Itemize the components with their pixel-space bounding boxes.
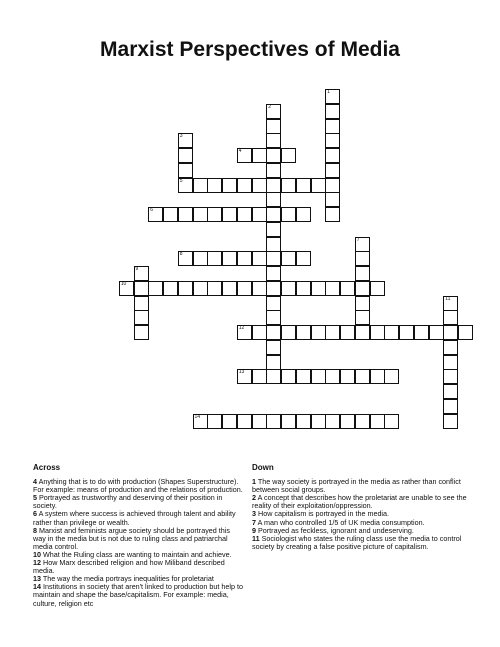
clue-text: Sociologist who states the ruling class use the media to control society by creating a false positive picture of capitalism. — [252, 533, 462, 551]
grid-cell[interactable] — [281, 148, 296, 163]
grid-cell[interactable] — [325, 133, 340, 148]
cell-number: 2 — [268, 103, 272, 110]
grid-cell[interactable] — [266, 104, 281, 119]
page-title: Marxist Perspectives of Media — [100, 38, 400, 61]
grid-cell[interactable] — [134, 296, 149, 311]
cell-number: 9 — [135, 266, 139, 272]
cell-number: 4 — [238, 148, 242, 154]
across-clue — [33, 478, 243, 494]
grid-cell[interactable] — [370, 325, 385, 340]
down-clue — [252, 478, 467, 494]
grid-cell[interactable] — [266, 266, 281, 281]
clue-number: 5 — [33, 493, 37, 503]
grid-cell[interactable] — [266, 222, 281, 237]
grid-cell[interactable] — [281, 414, 296, 429]
cell-number: 8 — [179, 251, 183, 258]
clue-number: 6 — [33, 509, 37, 519]
grid-cell[interactable] — [399, 325, 414, 340]
grid-cell[interactable] — [325, 192, 340, 207]
grid-cell[interactable] — [340, 325, 355, 340]
clue-number: 12 — [33, 558, 41, 568]
grid-cell[interactable] — [193, 178, 208, 193]
grid-cell[interactable] — [266, 163, 281, 178]
grid-cell[interactable] — [266, 296, 281, 311]
grid-cell[interactable] — [281, 325, 296, 340]
grid-cell[interactable] — [325, 325, 340, 340]
grid-cell[interactable] — [296, 178, 311, 193]
grid-cell[interactable] — [266, 207, 281, 222]
grid-cell[interactable] — [222, 178, 237, 193]
down-clue-list — [252, 478, 467, 551]
grid-cell[interactable] — [355, 310, 370, 325]
grid-cell[interactable] — [266, 133, 281, 148]
grid-cell[interactable] — [252, 369, 267, 384]
grid-cell[interactable] — [266, 369, 281, 384]
grid-cell[interactable] — [178, 163, 193, 178]
grid-cell[interactable] — [296, 207, 311, 222]
grid-cell[interactable] — [266, 148, 281, 163]
grid-cell[interactable] — [325, 148, 340, 163]
grid-cell[interactable] — [207, 281, 222, 296]
grid-cell[interactable] — [252, 281, 267, 296]
grid-cell[interactable] — [443, 384, 458, 399]
grid-cell[interactable] — [237, 281, 252, 296]
grid-cell[interactable] — [414, 325, 429, 340]
clue-text: A concept that describes how the proletariat are unable to see the reality of their exploitation/oppression. — [252, 493, 467, 511]
grid-cell[interactable] — [178, 251, 193, 266]
clue-text: Marxist and feminists argue society should be portrayed this way in the media but is not due to ruling class and patriarchal media control. — [33, 525, 230, 551]
cell-number: 5 — [179, 177, 183, 184]
grid-cell[interactable] — [311, 414, 326, 429]
grid-cell[interactable] — [340, 369, 355, 384]
clue-text: The way society is portrayed in the media as rather than conflict between social groups. — [252, 477, 461, 495]
grid-cell[interactable] — [193, 281, 208, 296]
grid-cell[interactable] — [340, 414, 355, 429]
grid-cell[interactable] — [325, 414, 340, 429]
grid-cell[interactable] — [222, 207, 237, 222]
grid-cell[interactable] — [296, 369, 311, 384]
grid-cell[interactable] — [237, 325, 252, 340]
grid-cell[interactable] — [207, 207, 222, 222]
clue-text: A man who controlled 1/5 of UK media consumption. — [257, 517, 425, 527]
grid-cell[interactable] — [325, 178, 340, 193]
grid-cell[interactable] — [443, 310, 458, 325]
grid-cell[interactable] — [325, 119, 340, 134]
grid-cell[interactable] — [252, 414, 267, 429]
grid-cell[interactable] — [252, 148, 267, 163]
grid-cell[interactable] — [266, 310, 281, 325]
across-clue — [33, 494, 243, 510]
grid-cell[interactable] — [281, 281, 296, 296]
cell-number: 10 — [120, 280, 127, 287]
grid-cell[interactable] — [148, 281, 163, 296]
grid-cell[interactable] — [266, 325, 281, 340]
grid-cell[interactable] — [252, 178, 267, 193]
grid-cell[interactable] — [193, 207, 208, 222]
grid-cell[interactable] — [325, 163, 340, 178]
grid-cell[interactable] — [222, 281, 237, 296]
grid-cell[interactable] — [222, 414, 237, 429]
cell-number: 14 — [194, 413, 201, 420]
down-clues — [252, 464, 467, 551]
grid-cell[interactable] — [252, 325, 267, 340]
grid-cell[interactable] — [252, 251, 267, 266]
clue-number: 4 — [33, 477, 37, 487]
grid-cell[interactable] — [178, 178, 193, 193]
grid-cell[interactable] — [193, 251, 208, 266]
grid-cell[interactable] — [281, 251, 296, 266]
clue-text: The way the media portrays inequalities for proletariat — [42, 574, 214, 584]
grid-cell[interactable] — [325, 281, 340, 296]
grid-cell[interactable] — [370, 414, 385, 429]
clue-number: 9 — [252, 525, 256, 535]
grid-cell[interactable] — [311, 178, 326, 193]
across-clue — [33, 583, 243, 607]
clue-text: What the Ruling class are wanting to maintain and achieve. — [43, 549, 232, 559]
grid-cell[interactable] — [266, 355, 281, 370]
grid-cell[interactable] — [134, 266, 149, 281]
clue-text: How capitalism is portrayed in the media. — [258, 509, 390, 519]
across-clue — [33, 510, 243, 526]
grid-cell[interactable] — [311, 281, 326, 296]
grid-cell[interactable] — [311, 369, 326, 384]
grid-cell[interactable] — [355, 251, 370, 266]
grid-cell[interactable] — [266, 340, 281, 355]
clue-number: 10 — [33, 549, 41, 559]
clue-number: 2 — [252, 493, 256, 503]
grid-cell[interactable] — [296, 251, 311, 266]
grid-cell[interactable] — [252, 207, 267, 222]
grid-cell[interactable] — [443, 340, 458, 355]
cell-number: 3 — [179, 133, 183, 140]
clue-number: 11 — [252, 533, 260, 543]
grid-cell[interactable] — [178, 281, 193, 296]
grid-cell[interactable] — [458, 325, 473, 340]
grid-cell[interactable] — [443, 325, 458, 340]
grid-cell[interactable] — [266, 192, 281, 207]
clue-text: Portrayed as trustworthy and deserving of their position in society. — [33, 493, 223, 511]
grid-cell[interactable] — [207, 251, 222, 266]
grid-cell[interactable] — [237, 207, 252, 222]
grid-cell[interactable] — [134, 281, 149, 296]
grid-cell[interactable] — [325, 89, 340, 104]
grid-cell[interactable] — [443, 399, 458, 414]
grid-cell[interactable] — [355, 369, 370, 384]
grid-cell[interactable] — [325, 104, 340, 119]
grid-cell[interactable] — [443, 296, 458, 311]
grid-cell[interactable] — [178, 148, 193, 163]
grid-cell[interactable] — [266, 119, 281, 134]
grid-cell[interactable] — [134, 310, 149, 325]
clue-number: 14 — [33, 582, 41, 592]
grid-cell[interactable] — [237, 178, 252, 193]
clue-text: A system where success is achieved through talent and ability rather than privilege or wealth. — [33, 509, 236, 527]
grid-cell[interactable] — [266, 251, 281, 266]
grid-cell[interactable] — [148, 207, 163, 222]
across-clue — [33, 527, 243, 551]
cell-number: 1 — [327, 89, 331, 95]
clue-number: 13 — [33, 574, 41, 584]
clue-text: How Marx described religion and how Miliband described media. — [33, 558, 225, 576]
grid-cell[interactable] — [340, 281, 355, 296]
grid-cell[interactable] — [119, 281, 134, 296]
across-clue — [33, 559, 243, 575]
grid-cell[interactable] — [237, 148, 252, 163]
grid-cell[interactable] — [296, 414, 311, 429]
clue-number: 3 — [252, 509, 256, 519]
down-heading: Down — [252, 463, 274, 472]
grid-cell[interactable] — [281, 207, 296, 222]
grid-cell[interactable] — [207, 178, 222, 193]
clue-text: Portrayed as feckless, ignorant and undeserving. — [258, 525, 414, 535]
grid-cell[interactable] — [355, 266, 370, 281]
across-clue-list — [33, 478, 243, 608]
grid-cell[interactable] — [296, 325, 311, 340]
cell-number: 12 — [238, 325, 245, 331]
grid-cell[interactable] — [266, 178, 281, 193]
grid-cell[interactable] — [266, 414, 281, 429]
grid-cell[interactable] — [325, 207, 340, 222]
down-clue — [252, 535, 467, 551]
clue-text: Institutions in society that aren't linked to production but help to maintain and shape the base/capitalism. For example: media, culture, religion etc — [33, 582, 243, 608]
cell-number: 7 — [356, 236, 360, 243]
grid-cell[interactable] — [281, 369, 296, 384]
grid-cell[interactable] — [355, 414, 370, 429]
grid-cell[interactable] — [237, 414, 252, 429]
grid-cell[interactable] — [163, 281, 178, 296]
down-clue — [252, 494, 467, 510]
grid-cell[interactable] — [443, 414, 458, 429]
grid-cell[interactable] — [178, 207, 193, 222]
cell-number: 13 — [238, 369, 245, 376]
clue-text: Anything that is to do with production (Shapes Superstructure). For example: means of production and the relations of production. — [33, 477, 243, 495]
across-clues — [33, 464, 243, 608]
grid-cell[interactable] — [193, 414, 208, 429]
grid-cell[interactable] — [384, 325, 399, 340]
grid-cell[interactable] — [384, 414, 399, 429]
clue-number: 8 — [33, 525, 37, 535]
grid-cell[interactable] — [134, 325, 149, 340]
grid-cell[interactable] — [266, 281, 281, 296]
grid-cell[interactable] — [355, 237, 370, 252]
grid-cell[interactable] — [222, 251, 237, 266]
grid-cell[interactable] — [370, 281, 385, 296]
cell-number: 6 — [150, 207, 154, 213]
grid-cell[interactable] — [207, 414, 222, 429]
grid-cell[interactable] — [370, 369, 385, 384]
grid-cell[interactable] — [355, 296, 370, 311]
grid-cell[interactable] — [281, 178, 296, 193]
grid-cell[interactable] — [178, 133, 193, 148]
grid-cell[interactable] — [384, 369, 399, 384]
grid-cell[interactable] — [311, 325, 326, 340]
grid-cell[interactable] — [355, 325, 370, 340]
grid-cell[interactable] — [237, 369, 252, 384]
clue-number: 1 — [252, 477, 256, 487]
clue-number: 7 — [252, 517, 256, 527]
grid-cell[interactable] — [296, 281, 311, 296]
grid-cell[interactable] — [266, 237, 281, 252]
grid-cell[interactable] — [163, 207, 178, 222]
grid-cell[interactable] — [325, 369, 340, 384]
grid-cell[interactable] — [237, 251, 252, 266]
grid-cell[interactable] — [443, 369, 458, 384]
grid-cell[interactable] — [429, 325, 444, 340]
grid-cell[interactable] — [355, 281, 370, 296]
across-heading: Across — [33, 463, 61, 472]
grid-cell[interactable] — [443, 355, 458, 370]
cell-number: 11 — [445, 295, 451, 302]
